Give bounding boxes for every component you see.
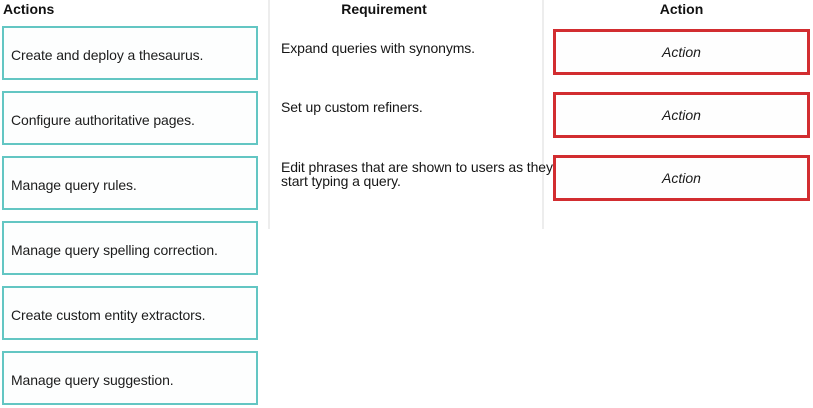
action-drop-target[interactable] <box>553 155 810 201</box>
requirement-column-header: Requirement <box>341 1 427 17</box>
action-placeholder-label: Action <box>662 44 701 60</box>
action-source-label: Manage query spelling correction. <box>11 242 218 258</box>
action-source-box[interactable] <box>2 221 258 275</box>
actions-column-header: Actions <box>3 1 55 17</box>
column-divider <box>268 0 270 229</box>
action-source-label: Configure authoritative pages. <box>11 112 195 128</box>
action-source-box[interactable] <box>2 26 258 80</box>
action-source-box[interactable] <box>2 286 258 340</box>
requirement-text: Expand queries with synonyms. <box>281 40 475 56</box>
action-drop-target[interactable] <box>553 29 810 75</box>
action-drop-target-list <box>553 29 810 201</box>
action-placeholder-label: Action <box>662 170 701 186</box>
action-source-label: Manage query suggestion. <box>11 372 174 388</box>
action-source-label: Create and deploy a thesaurus. <box>11 47 204 63</box>
action-source-box[interactable] <box>2 351 258 405</box>
actions-source-list <box>2 26 258 405</box>
action-placeholder-label: Action <box>662 107 701 123</box>
action-column-header: Action <box>659 1 704 17</box>
action-drop-target[interactable] <box>553 92 810 138</box>
action-source-label: Create custom entity extractors. <box>11 307 206 323</box>
action-source-label: Manage query rules. <box>11 177 137 193</box>
action-source-box[interactable] <box>2 156 258 210</box>
requirement-text: Edit phrases that are shown to users as they start typing a query. <box>281 159 553 189</box>
action-source-box[interactable] <box>2 91 258 145</box>
column-divider <box>542 0 544 229</box>
requirement-text: Set up custom refiners. <box>281 99 423 115</box>
